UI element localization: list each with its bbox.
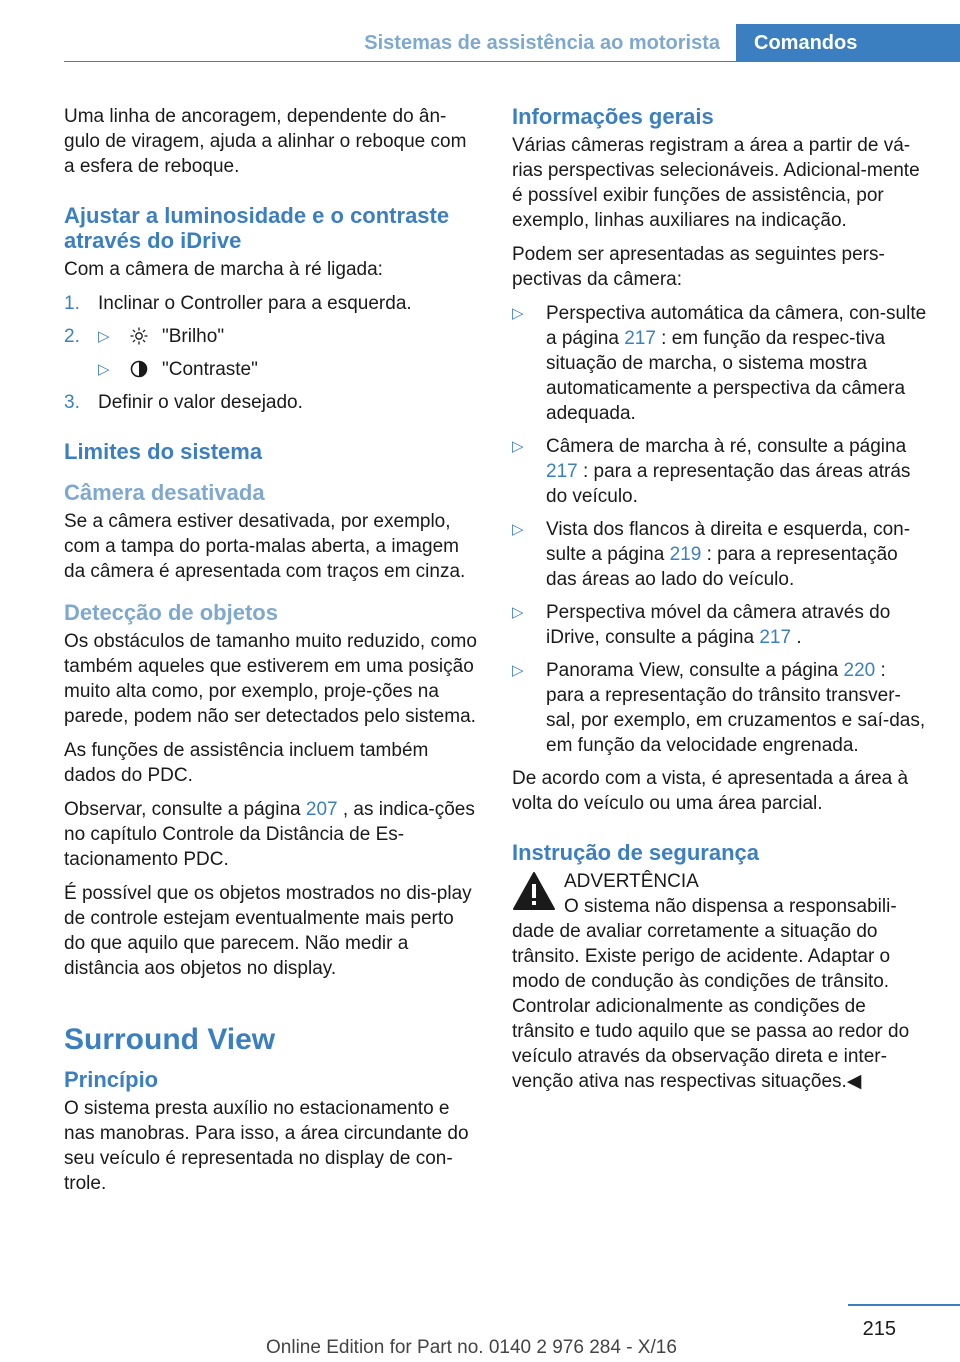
step-number: 3.	[64, 392, 80, 413]
list-item	[512, 600, 928, 650]
paragraph-info-1: Várias câmeras registram a área a partir de vá-rias perspectivas selecionáveis. Adicional-mente é possível exibir funções de assistência, por exemplo, linhas auxiliares na indicação.	[512, 135, 920, 231]
paragraph-principle: O sistema presta auxílio no estacionamento e nas manobras. Para isso, a área circundante do seu veículo é representada no display de con-trole.	[64, 1098, 469, 1194]
text: Observar, consulte a página	[64, 799, 306, 820]
text: Panorama View, consulte a página	[546, 660, 844, 681]
heading-principle: Princípio	[64, 1067, 159, 1092]
paragraph-info-2: Podem ser apresentadas as seguintes pers-pectivas da câmera:	[512, 244, 885, 290]
brightness-icon	[130, 327, 148, 345]
text: Câmera de marcha à ré, consulte a página	[546, 436, 907, 457]
heading-general-info: Informações gerais	[512, 104, 714, 129]
heading-safety: Instrução de segurança	[512, 840, 759, 865]
bullet-triangle-icon: ▷	[512, 604, 524, 621]
bullet-triangle-icon: ▷	[98, 328, 110, 345]
text: Perspectiva móvel da câmera através do iDrive, consulte a página	[546, 602, 891, 648]
heading-system-limits: Limites do sistema	[64, 439, 263, 464]
header-chapter-tab: Comandos	[736, 24, 960, 62]
step-number: 2.	[64, 326, 80, 347]
text: : para a representação das áreas ao lado do veículo.	[546, 544, 898, 590]
step-item	[64, 390, 480, 415]
paragraph-detection-3	[64, 797, 480, 872]
text: Vista dos flancos à direita e esquerda, con-sulte a página	[546, 519, 911, 565]
step-sub-item	[64, 324, 480, 349]
page-link-207[interactable]: 207	[305, 799, 338, 820]
text: .	[791, 627, 802, 648]
list-item	[512, 434, 928, 509]
paragraph-detection-2: As funções de assistência incluem também dados do PDC.	[64, 740, 429, 786]
sub-item-text: "Brilho"	[162, 326, 225, 347]
contrast-icon	[130, 360, 148, 378]
text: : para a representação das áreas atrás do veículo.	[546, 461, 911, 507]
steps-list	[64, 291, 480, 415]
step-item	[64, 291, 480, 316]
bullet-triangle-icon: ▷	[512, 305, 524, 322]
list-item	[512, 658, 928, 758]
text: : para a representação do trânsito transver-sal, por exemplo, em cruzamentos e saí-das, em função da velocidade engrenada.	[546, 660, 926, 756]
list-item	[512, 517, 928, 592]
sub-item-text: "Contraste"	[162, 359, 258, 380]
step-sub-item	[64, 357, 480, 382]
page-link[interactable]: 217	[624, 328, 656, 349]
header-rule	[64, 61, 960, 62]
right-column	[512, 100, 928, 1094]
bullet-triangle-icon: ▷	[512, 521, 524, 538]
paragraph-anchor-line: Uma linha de ancoragem, dependente do ân-gulo de viragem, ajuda a alinhar o reboque com a esfera de reboque.	[64, 106, 467, 177]
running-header	[0, 24, 960, 62]
step-text: Inclinar o Controller para a esquerda.	[98, 293, 412, 314]
heading-object-detection: Detecção de objetos	[64, 600, 278, 625]
step-item	[64, 324, 480, 382]
page-link[interactable]: 219	[669, 544, 702, 565]
header-section-title: Sistemas de assistência ao motorista	[364, 32, 720, 54]
paragraph-detection-1: Os obstáculos de tamanho muito reduzido, como também aqueles que estiverem em uma posição muito alta como, por exemplo, proje-ções na parede, podem não ser detectados pelo sistema.	[64, 631, 477, 727]
text: : em função da respec-tiva situação de marcha, o sistema mostra automaticamente a perspectiva da câmera adequada.	[546, 328, 906, 424]
bullet-triangle-icon: ▷	[512, 662, 524, 679]
perspectives-list	[512, 301, 928, 758]
paragraph-detection-4: É possível que os objetos mostrados no dis-play de controle estejam eventualmente mais perto do que aquilo que parecem. Não medir a distância aos objetos no display.	[64, 883, 472, 979]
list-item	[512, 301, 928, 426]
page-number: 215	[862, 1318, 896, 1340]
bullet-triangle-icon: ▷	[512, 438, 524, 455]
heading-adjust-brightness: Ajustar a luminosidade e o contraste através do iDrive	[64, 203, 450, 253]
heading-surround-view: Surround View	[64, 1023, 276, 1056]
paragraph-camera-off: Se a câmera estiver desativada, por exemplo, com a tampa do porta-malas aberta, a imagem da câmera é apresentada com traços em cinza.	[64, 511, 466, 582]
page-link[interactable]: 217	[759, 627, 792, 648]
step-text: Definir o valor desejado.	[98, 392, 303, 413]
paragraph-view: De acordo com a vista, é apresentada a área à volta do veículo ou uma área parcial.	[512, 768, 909, 814]
warning-text: O sistema não dispensa a responsabili-dade de avaliar corretamente a situação do trânsito. Existe perigo de acidente. Adaptar o modo de condução às condições de trânsito. Controlar adicionalmente as condições de trânsito e tudo aquilo que se passa ao redor do veículo através da observação direta e inter-venção ativa nas respectivas situações.◀	[512, 896, 910, 1092]
left-column	[64, 100, 480, 1205]
page-link[interactable]: 217	[546, 461, 578, 482]
page-link[interactable]: 220	[843, 660, 876, 681]
text: , as indica-ções no capítulo Controle da Distância de Es-tacionamento PDC.	[64, 799, 475, 870]
page-number-rule	[848, 1304, 960, 1306]
paragraph-adjust: Com a câmera de marcha à ré ligada:	[64, 259, 383, 280]
warning-block	[512, 869, 928, 1094]
step-number: 1.	[64, 293, 80, 314]
footer-edition: Online Edition for Part no. 0140 2 976 284 - X/16	[266, 1337, 677, 1358]
heading-camera-off: Câmera desativada	[64, 480, 265, 505]
bullet-triangle-icon: ▷	[98, 361, 110, 378]
warning-triangle-icon	[512, 871, 556, 911]
text: Perspectiva automática da câmera, con-sulte a página	[546, 303, 927, 349]
warning-title: ADVERTÊNCIA	[564, 871, 699, 892]
